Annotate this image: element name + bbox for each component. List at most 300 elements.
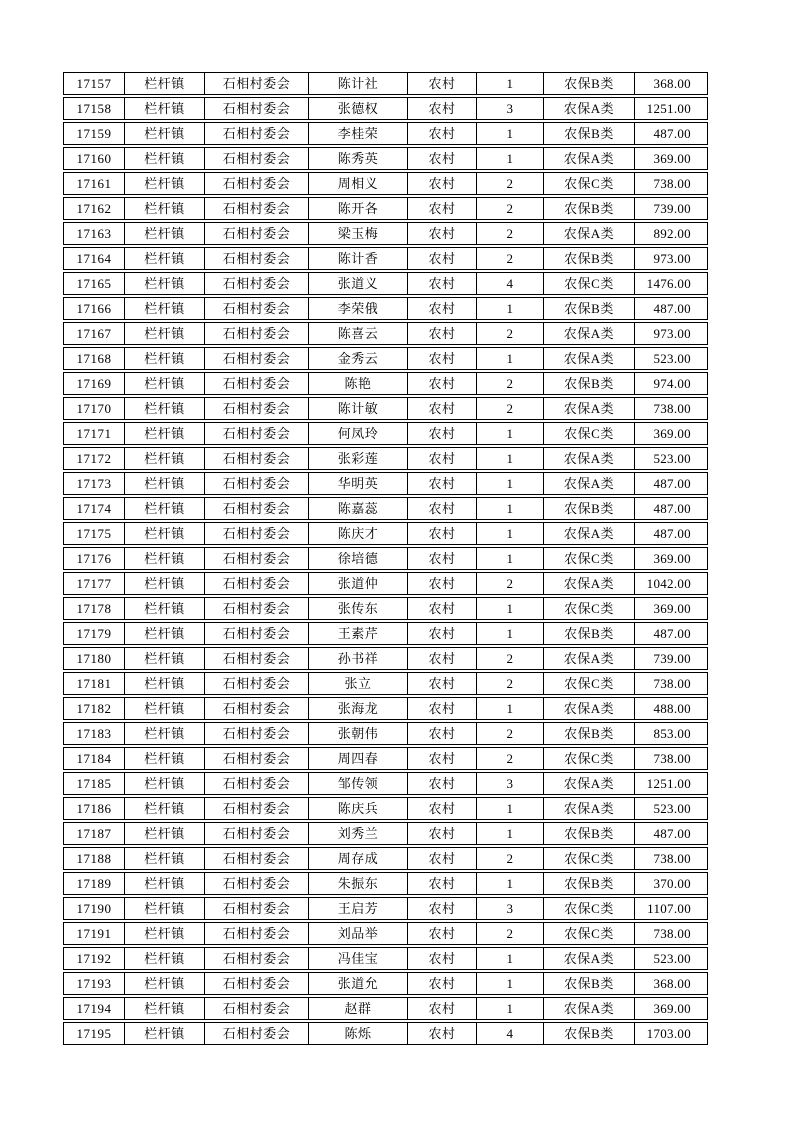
- table-row: [63, 522, 708, 545]
- cell-amount: 487.00: [634, 297, 708, 320]
- cell-person-count: 2: [476, 322, 543, 345]
- table-row: [63, 197, 708, 220]
- cell-amount: 1107.00: [634, 897, 708, 920]
- cell-residence-type: 农村: [407, 547, 476, 570]
- table-row: [63, 972, 708, 995]
- cell-residence-type: 农村: [407, 697, 476, 720]
- cell-person-name: 刘秀兰: [308, 822, 407, 845]
- cell-person-count: 1: [476, 697, 543, 720]
- cell-record-id: 17170: [63, 397, 124, 420]
- cell-person-name: 陈计香: [308, 247, 407, 270]
- cell-village-committee: 石相村委会: [204, 122, 308, 145]
- cell-amount: 973.00: [634, 322, 708, 345]
- cell-person-name: 张立: [308, 672, 407, 695]
- cell-village-committee: 石相村委会: [204, 497, 308, 520]
- cell-town: 栏杆镇: [124, 297, 204, 320]
- cell-town: 栏杆镇: [124, 72, 204, 95]
- cell-person-count: 1: [476, 797, 543, 820]
- cell-insurance-category: 农保A类: [543, 947, 634, 970]
- cell-residence-type: 农村: [407, 147, 476, 170]
- cell-record-id: 17189: [63, 872, 124, 895]
- cell-person-count: 2: [476, 572, 543, 595]
- cell-residence-type: 农村: [407, 447, 476, 470]
- cell-record-id: 17157: [63, 72, 124, 95]
- cell-person-name: 孙书祥: [308, 647, 407, 670]
- cell-town: 栏杆镇: [124, 347, 204, 370]
- cell-record-id: 17186: [63, 797, 124, 820]
- cell-insurance-category: 农保B类: [543, 1022, 634, 1045]
- cell-person-count: 1: [476, 72, 543, 95]
- cell-person-count: 1: [476, 822, 543, 845]
- table-row: [63, 297, 708, 320]
- cell-residence-type: 农村: [407, 272, 476, 295]
- cell-amount: 487.00: [634, 822, 708, 845]
- cell-person-count: 1: [476, 972, 543, 995]
- records-table-body: [63, 72, 708, 1045]
- cell-amount: 523.00: [634, 797, 708, 820]
- table-row: [63, 397, 708, 420]
- cell-residence-type: 农村: [407, 1022, 476, 1045]
- cell-village-committee: 石相村委会: [204, 597, 308, 620]
- cell-residence-type: 农村: [407, 847, 476, 870]
- cell-record-id: 17158: [63, 97, 124, 120]
- cell-village-committee: 石相村委会: [204, 747, 308, 770]
- cell-village-committee: 石相村委会: [204, 522, 308, 545]
- cell-person-count: 2: [476, 397, 543, 420]
- cell-residence-type: 农村: [407, 747, 476, 770]
- cell-village-committee: 石相村委会: [204, 372, 308, 395]
- records-table: [63, 70, 708, 1047]
- cell-residence-type: 农村: [407, 822, 476, 845]
- table-row: [63, 997, 708, 1020]
- table-row: [63, 1022, 708, 1045]
- cell-insurance-category: 农保B类: [543, 722, 634, 745]
- cell-residence-type: 农村: [407, 197, 476, 220]
- cell-insurance-category: 农保A类: [543, 147, 634, 170]
- cell-person-name: 李桂荣: [308, 122, 407, 145]
- cell-village-committee: 石相村委会: [204, 472, 308, 495]
- cell-town: 栏杆镇: [124, 97, 204, 120]
- cell-insurance-category: 农保A类: [543, 697, 634, 720]
- cell-record-id: 17167: [63, 322, 124, 345]
- cell-village-committee: 石相村委会: [204, 722, 308, 745]
- cell-residence-type: 农村: [407, 922, 476, 945]
- cell-record-id: 17195: [63, 1022, 124, 1045]
- cell-insurance-category: 农保A类: [543, 447, 634, 470]
- cell-village-committee: 石相村委会: [204, 847, 308, 870]
- cell-record-id: 17176: [63, 547, 124, 570]
- cell-record-id: 17190: [63, 897, 124, 920]
- cell-village-committee: 石相村委会: [204, 797, 308, 820]
- cell-insurance-category: 农保B类: [543, 622, 634, 645]
- cell-record-id: 17172: [63, 447, 124, 470]
- cell-town: 栏杆镇: [124, 1022, 204, 1045]
- cell-person-count: 2: [476, 197, 543, 220]
- cell-amount: 487.00: [634, 522, 708, 545]
- cell-town: 栏杆镇: [124, 422, 204, 445]
- cell-town: 栏杆镇: [124, 747, 204, 770]
- cell-record-id: 17179: [63, 622, 124, 645]
- table-row: [63, 747, 708, 770]
- table-row: [63, 797, 708, 820]
- cell-person-count: 4: [476, 272, 543, 295]
- cell-person-name: 华明英: [308, 472, 407, 495]
- table-row: [63, 922, 708, 945]
- cell-amount: 974.00: [634, 372, 708, 395]
- cell-amount: 892.00: [634, 222, 708, 245]
- cell-insurance-category: 农保C类: [543, 172, 634, 195]
- cell-record-id: 17182: [63, 697, 124, 720]
- cell-amount: 487.00: [634, 472, 708, 495]
- cell-insurance-category: 农保B类: [543, 247, 634, 270]
- table-row: [63, 472, 708, 495]
- cell-record-id: 17169: [63, 372, 124, 395]
- cell-amount: 370.00: [634, 872, 708, 895]
- cell-town: 栏杆镇: [124, 697, 204, 720]
- cell-insurance-category: 农保B类: [543, 197, 634, 220]
- cell-insurance-category: 农保B类: [543, 372, 634, 395]
- cell-residence-type: 农村: [407, 422, 476, 445]
- cell-person-name: 张朝伟: [308, 722, 407, 745]
- cell-residence-type: 农村: [407, 497, 476, 520]
- cell-person-name: 梁玉梅: [308, 222, 407, 245]
- cell-village-committee: 石相村委会: [204, 247, 308, 270]
- cell-amount: 1476.00: [634, 272, 708, 295]
- cell-insurance-category: 农保A类: [543, 572, 634, 595]
- cell-person-name: 张传东: [308, 597, 407, 620]
- cell-person-name: 徐培德: [308, 547, 407, 570]
- cell-person-count: 1: [476, 872, 543, 895]
- cell-insurance-category: 农保A类: [543, 772, 634, 795]
- cell-record-id: 17188: [63, 847, 124, 870]
- cell-record-id: 17184: [63, 747, 124, 770]
- table-row: [63, 872, 708, 895]
- cell-town: 栏杆镇: [124, 672, 204, 695]
- cell-person-name: 陈喜云: [308, 322, 407, 345]
- cell-insurance-category: 农保A类: [543, 397, 634, 420]
- cell-record-id: 17165: [63, 272, 124, 295]
- cell-record-id: 17161: [63, 172, 124, 195]
- cell-village-committee: 石相村委会: [204, 272, 308, 295]
- cell-record-id: 17159: [63, 122, 124, 145]
- cell-record-id: 17178: [63, 597, 124, 620]
- cell-amount: 369.00: [634, 147, 708, 170]
- cell-person-name: 周四春: [308, 747, 407, 770]
- cell-town: 栏杆镇: [124, 122, 204, 145]
- cell-residence-type: 农村: [407, 397, 476, 420]
- cell-amount: 738.00: [634, 847, 708, 870]
- cell-person-count: 3: [476, 897, 543, 920]
- cell-record-id: 17183: [63, 722, 124, 745]
- cell-town: 栏杆镇: [124, 847, 204, 870]
- cell-residence-type: 农村: [407, 222, 476, 245]
- cell-insurance-category: 农保B类: [543, 297, 634, 320]
- cell-amount: 1251.00: [634, 772, 708, 795]
- cell-person-name: 朱振东: [308, 872, 407, 895]
- cell-person-count: 1: [476, 522, 543, 545]
- cell-residence-type: 农村: [407, 522, 476, 545]
- cell-record-id: 17192: [63, 947, 124, 970]
- cell-record-id: 17181: [63, 672, 124, 695]
- cell-residence-type: 农村: [407, 772, 476, 795]
- cell-town: 栏杆镇: [124, 997, 204, 1020]
- cell-residence-type: 农村: [407, 722, 476, 745]
- cell-person-count: 1: [476, 947, 543, 970]
- cell-person-count: 1: [476, 422, 543, 445]
- cell-village-committee: 石相村委会: [204, 222, 308, 245]
- table-row: [63, 897, 708, 920]
- cell-insurance-category: 农保A类: [543, 647, 634, 670]
- cell-person-count: 3: [476, 97, 543, 120]
- table-row: [63, 697, 708, 720]
- cell-record-id: 17162: [63, 197, 124, 220]
- table-row: [63, 547, 708, 570]
- cell-residence-type: 农村: [407, 972, 476, 995]
- table-row: [63, 147, 708, 170]
- table-row: [63, 322, 708, 345]
- cell-record-id: 17164: [63, 247, 124, 270]
- cell-person-count: 2: [476, 722, 543, 745]
- cell-amount: 738.00: [634, 672, 708, 695]
- cell-person-name: 张德权: [308, 97, 407, 120]
- cell-residence-type: 农村: [407, 247, 476, 270]
- cell-record-id: 17180: [63, 647, 124, 670]
- cell-residence-type: 农村: [407, 597, 476, 620]
- cell-insurance-category: 农保B类: [543, 872, 634, 895]
- cell-insurance-category: 农保C类: [543, 847, 634, 870]
- cell-person-name: 陈计敏: [308, 397, 407, 420]
- cell-village-committee: 石相村委会: [204, 997, 308, 1020]
- cell-person-count: 2: [476, 372, 543, 395]
- cell-record-id: 17191: [63, 922, 124, 945]
- table-row: [63, 72, 708, 95]
- cell-person-count: 2: [476, 647, 543, 670]
- cell-amount: 487.00: [634, 122, 708, 145]
- cell-town: 栏杆镇: [124, 497, 204, 520]
- cell-insurance-category: 农保A类: [543, 997, 634, 1020]
- cell-amount: 1703.00: [634, 1022, 708, 1045]
- cell-town: 栏杆镇: [124, 947, 204, 970]
- table-row: [63, 622, 708, 645]
- cell-village-committee: 石相村委会: [204, 697, 308, 720]
- cell-amount: 369.00: [634, 597, 708, 620]
- cell-record-id: 17168: [63, 347, 124, 370]
- cell-insurance-category: 农保C类: [543, 922, 634, 945]
- cell-village-committee: 石相村委会: [204, 147, 308, 170]
- cell-insurance-category: 农保C类: [543, 897, 634, 920]
- cell-residence-type: 农村: [407, 472, 476, 495]
- cell-person-name: 李荣俄: [308, 297, 407, 320]
- cell-residence-type: 农村: [407, 647, 476, 670]
- cell-person-count: 2: [476, 172, 543, 195]
- cell-person-count: 1: [476, 147, 543, 170]
- cell-person-name: 金秀云: [308, 347, 407, 370]
- cell-person-count: 1: [476, 497, 543, 520]
- cell-amount: 739.00: [634, 647, 708, 670]
- cell-amount: 739.00: [634, 197, 708, 220]
- cell-record-id: 17175: [63, 522, 124, 545]
- cell-insurance-category: 农保A类: [543, 97, 634, 120]
- cell-person-count: 1: [476, 297, 543, 320]
- cell-person-count: 1: [476, 597, 543, 620]
- cell-village-committee: 石相村委会: [204, 422, 308, 445]
- cell-person-name: 陈烁: [308, 1022, 407, 1045]
- cell-insurance-category: 农保B类: [543, 972, 634, 995]
- cell-person-name: 张彩莲: [308, 447, 407, 470]
- cell-town: 栏杆镇: [124, 572, 204, 595]
- cell-record-id: 17174: [63, 497, 124, 520]
- cell-insurance-category: 农保C类: [543, 422, 634, 445]
- cell-residence-type: 农村: [407, 347, 476, 370]
- table-row: [63, 447, 708, 470]
- cell-record-id: 17177: [63, 572, 124, 595]
- cell-person-count: 2: [476, 672, 543, 695]
- cell-person-name: 张道允: [308, 972, 407, 995]
- cell-person-name: 冯佳宝: [308, 947, 407, 970]
- cell-residence-type: 农村: [407, 97, 476, 120]
- cell-person-count: 2: [476, 247, 543, 270]
- cell-village-committee: 石相村委会: [204, 397, 308, 420]
- cell-town: 栏杆镇: [124, 722, 204, 745]
- cell-person-count: 1: [476, 447, 543, 470]
- cell-town: 栏杆镇: [124, 622, 204, 645]
- cell-record-id: 17185: [63, 772, 124, 795]
- cell-residence-type: 农村: [407, 997, 476, 1020]
- cell-residence-type: 农村: [407, 672, 476, 695]
- table-row: [63, 97, 708, 120]
- cell-record-id: 17173: [63, 472, 124, 495]
- cell-person-name: 陈秀英: [308, 147, 407, 170]
- cell-person-count: 3: [476, 772, 543, 795]
- cell-village-committee: 石相村委会: [204, 547, 308, 570]
- cell-village-committee: 石相村委会: [204, 447, 308, 470]
- table-row: [63, 572, 708, 595]
- cell-amount: 523.00: [634, 947, 708, 970]
- cell-person-name: 邹传领: [308, 772, 407, 795]
- cell-amount: 738.00: [634, 922, 708, 945]
- cell-town: 栏杆镇: [124, 397, 204, 420]
- cell-residence-type: 农村: [407, 72, 476, 95]
- cell-town: 栏杆镇: [124, 922, 204, 945]
- cell-amount: 488.00: [634, 697, 708, 720]
- table-row: [63, 647, 708, 670]
- cell-amount: 368.00: [634, 72, 708, 95]
- table-row: [63, 272, 708, 295]
- table-row: [63, 772, 708, 795]
- cell-insurance-category: 农保C类: [543, 547, 634, 570]
- table-row: [63, 422, 708, 445]
- cell-insurance-category: 农保B类: [543, 822, 634, 845]
- cell-record-id: 17194: [63, 997, 124, 1020]
- cell-amount: 973.00: [634, 247, 708, 270]
- cell-residence-type: 农村: [407, 622, 476, 645]
- cell-person-count: 1: [476, 997, 543, 1020]
- table-row: [63, 822, 708, 845]
- cell-amount: 1251.00: [634, 97, 708, 120]
- cell-person-count: 4: [476, 1022, 543, 1045]
- cell-record-id: 17166: [63, 297, 124, 320]
- cell-amount: 369.00: [634, 547, 708, 570]
- cell-village-committee: 石相村委会: [204, 572, 308, 595]
- cell-record-id: 17160: [63, 147, 124, 170]
- cell-person-name: 刘品举: [308, 922, 407, 945]
- cell-insurance-category: 农保A类: [543, 322, 634, 345]
- cell-insurance-category: 农保A类: [543, 472, 634, 495]
- cell-village-committee: 石相村委会: [204, 772, 308, 795]
- cell-village-committee: 石相村委会: [204, 197, 308, 220]
- cell-town: 栏杆镇: [124, 822, 204, 845]
- cell-village-committee: 石相村委会: [204, 97, 308, 120]
- cell-village-committee: 石相村委会: [204, 647, 308, 670]
- table-row: [63, 597, 708, 620]
- cell-amount: 523.00: [634, 347, 708, 370]
- table-row: [63, 372, 708, 395]
- cell-person-name: 周存成: [308, 847, 407, 870]
- cell-person-count: 2: [476, 847, 543, 870]
- cell-village-committee: 石相村委会: [204, 872, 308, 895]
- cell-person-name: 王启芳: [308, 897, 407, 920]
- cell-insurance-category: 农保C类: [543, 272, 634, 295]
- cell-town: 栏杆镇: [124, 472, 204, 495]
- cell-amount: 738.00: [634, 172, 708, 195]
- cell-amount: 523.00: [634, 447, 708, 470]
- cell-person-count: 2: [476, 922, 543, 945]
- cell-person-name: 张道义: [308, 272, 407, 295]
- cell-person-name: 陈庆才: [308, 522, 407, 545]
- cell-person-name: 赵群: [308, 997, 407, 1020]
- cell-person-name: 陈庆兵: [308, 797, 407, 820]
- cell-amount: 738.00: [634, 747, 708, 770]
- table-row: [63, 347, 708, 370]
- cell-village-committee: 石相村委会: [204, 972, 308, 995]
- cell-insurance-category: 农保C类: [543, 747, 634, 770]
- cell-town: 栏杆镇: [124, 197, 204, 220]
- cell-insurance-category: 农保C类: [543, 597, 634, 620]
- cell-person-count: 2: [476, 222, 543, 245]
- cell-record-id: 17171: [63, 422, 124, 445]
- cell-village-committee: 石相村委会: [204, 1022, 308, 1045]
- cell-village-committee: 石相村委会: [204, 322, 308, 345]
- cell-residence-type: 农村: [407, 297, 476, 320]
- cell-town: 栏杆镇: [124, 322, 204, 345]
- table-row: [63, 497, 708, 520]
- table-row: [63, 172, 708, 195]
- cell-town: 栏杆镇: [124, 772, 204, 795]
- cell-amount: 853.00: [634, 722, 708, 745]
- cell-amount: 487.00: [634, 622, 708, 645]
- cell-amount: 487.00: [634, 497, 708, 520]
- cell-residence-type: 农村: [407, 897, 476, 920]
- cell-person-name: 陈计社: [308, 72, 407, 95]
- cell-insurance-category: 农保A类: [543, 797, 634, 820]
- cell-insurance-category: 农保A类: [543, 522, 634, 545]
- cell-residence-type: 农村: [407, 797, 476, 820]
- cell-insurance-category: 农保A类: [543, 222, 634, 245]
- cell-town: 栏杆镇: [124, 522, 204, 545]
- cell-town: 栏杆镇: [124, 597, 204, 620]
- table-row: [63, 222, 708, 245]
- cell-person-name: 周相义: [308, 172, 407, 195]
- cell-record-id: 17187: [63, 822, 124, 845]
- cell-town: 栏杆镇: [124, 222, 204, 245]
- cell-person-count: 2: [476, 747, 543, 770]
- cell-amount: 369.00: [634, 997, 708, 1020]
- cell-village-committee: 石相村委会: [204, 672, 308, 695]
- cell-town: 栏杆镇: [124, 797, 204, 820]
- table-row: [63, 247, 708, 270]
- cell-town: 栏杆镇: [124, 372, 204, 395]
- cell-residence-type: 农村: [407, 572, 476, 595]
